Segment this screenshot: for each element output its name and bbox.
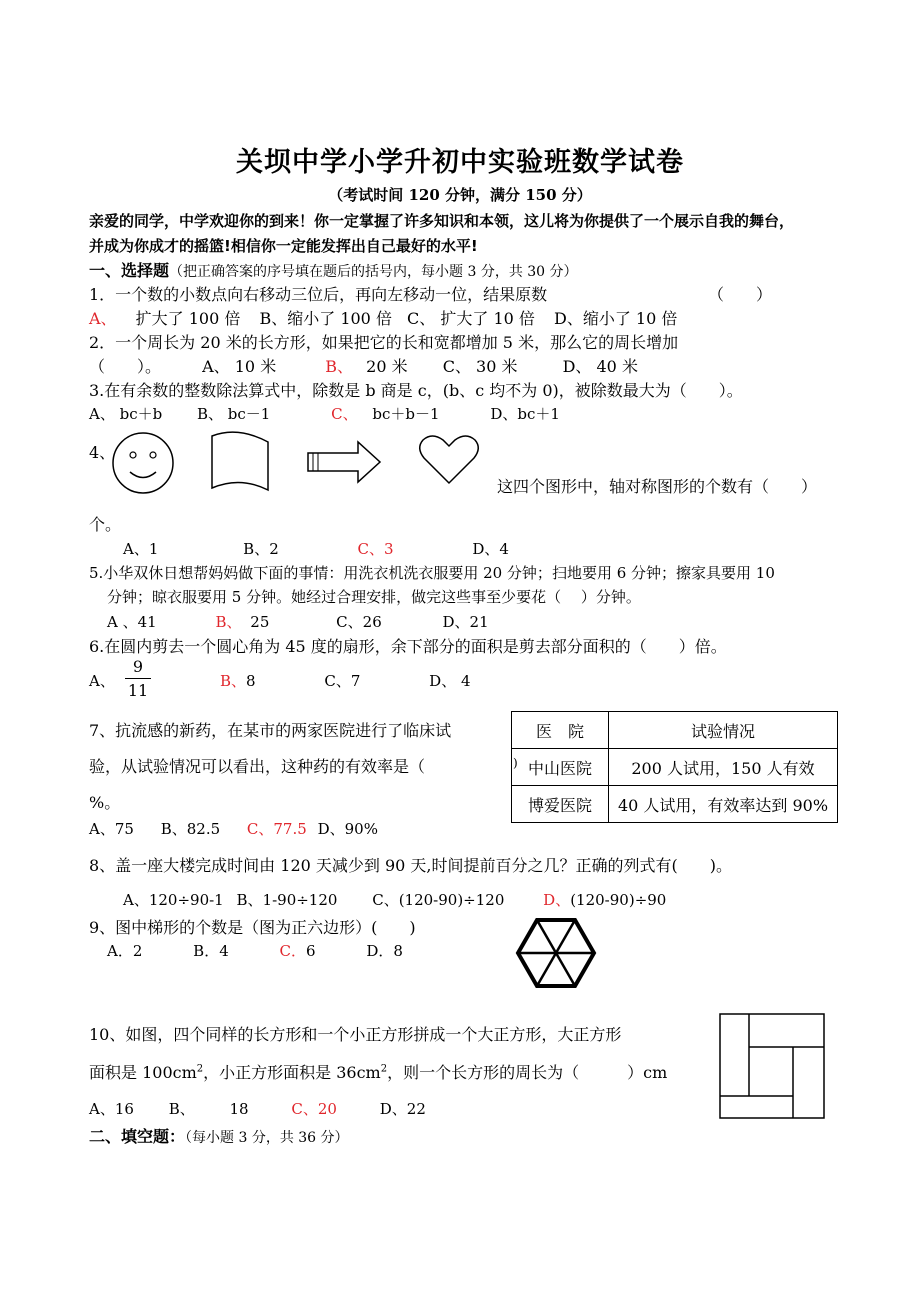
table-cell: 博爱医院 (512, 786, 609, 823)
question-7-line-1: 7、抗流感的新药，在某市的两家医院进行了临床试 (89, 721, 452, 740)
q9-option-b: B．4 (193, 942, 229, 960)
q1-option-a-label: A、 (89, 309, 117, 328)
q10-superscript: 2 (196, 1063, 204, 1075)
question-3-options (89, 403, 560, 424)
q1-option-c: C、 扩大了 10 倍 (407, 309, 535, 328)
page-subtitle: （考试时间 120 分钟，满分 150 分） (328, 186, 592, 204)
question-5-line-2: 分钟；晾衣服要用 5 分钟。她经过合理安排，做完这些事至少要花（ ）分钟。 (107, 588, 641, 606)
question-10-line-1: 10、如图，四个同样的长方形和一个小正方形拼成一个大正方形，大正方形 (89, 1025, 622, 1044)
q2-option-b-label: B、 (325, 357, 354, 376)
question-5-options (107, 611, 489, 632)
q5-option-b: 25 (250, 613, 270, 631)
wavy-flag-figure (212, 432, 268, 490)
fraction-numerator: 9 (132, 657, 144, 676)
question-6-text: 6.在圆内剪去一个圆心角为 45 度的扇形，余下部分的面积是剪去部分面积的（ ）倍。 (89, 637, 727, 656)
section-2-heading (89, 1124, 349, 1147)
question-4-cont: 个。 (89, 515, 122, 534)
q6-option-b: 8 (246, 672, 256, 690)
section-2-title: 二、填空题： (89, 1127, 186, 1146)
q3-option-b: B、 bc－1 (197, 405, 271, 423)
question-7-options (89, 818, 378, 839)
q7-option-a: A、75 (89, 820, 134, 838)
table-row (512, 786, 838, 823)
hexagon-figure (515, 916, 597, 990)
question-4-figures (110, 428, 500, 498)
question-6-options (220, 670, 471, 691)
intro-line-2: 并成为你成才的摇篮!相信你一定能发挥出自己最好的水平! (89, 237, 478, 255)
q7-option-d: D、90% (317, 820, 378, 838)
question-7-paren: ) (513, 756, 518, 770)
q9-option-d: D．8 (366, 942, 403, 960)
question-1-options (89, 306, 677, 329)
q4-option-d: D、4 (472, 540, 509, 558)
question-10-options (89, 1098, 426, 1119)
q6-option-b-label: B、 (220, 672, 247, 690)
q6-option-d: D、 4 (429, 672, 471, 690)
q1-option-b: B、缩小了 100 倍 (259, 309, 392, 328)
q10-text-c: ，则一个长方形的周长为（ ）cm (387, 1063, 668, 1082)
fraction-bar (125, 678, 151, 679)
q3-option-a: A、 bc＋b (89, 405, 163, 423)
question-7-line-2: 验，从试验情况可以看出，这种药的有效率是（ (89, 757, 426, 776)
table-header-row (512, 712, 838, 749)
section-1-heading (89, 258, 578, 281)
q10-text-a: 面积是 100cm (89, 1063, 197, 1082)
q10-option-a: A、16 (89, 1100, 134, 1118)
table-cell: 中山医院 (512, 749, 609, 786)
q10-option-b-label: B、 (168, 1100, 195, 1118)
q9-option-c: 6 (306, 942, 316, 960)
question-4-number: 4、 (89, 443, 116, 462)
q4-option-c: C、3 (357, 540, 394, 558)
q8-option-b: B、1-90÷120 (236, 891, 338, 909)
q8-option-d-label: D、 (543, 891, 571, 909)
q8-option-c: C、(120-90)÷120 (372, 891, 505, 909)
section-1-title: 一、选择题 (89, 261, 170, 280)
intro-line-1: 亲爱的同学，中学欢迎你的到来！你一定掌握了许多知识和本领，这儿将为你提供了一个展示自我的舞台， (89, 212, 795, 230)
question-1-text: 1．一个数的小数点向右移动三位后，再向左移动一位，结果原数 (89, 285, 548, 304)
q2-bracket: （ ）。 (89, 357, 162, 376)
q5-option-b-label: B、 (215, 613, 242, 631)
question-3-text: 3.在有余数的整数除法算式中，除数是 b 商是 c，(b、c 均不为 0)，被除数最大为（ ）。 (89, 381, 743, 400)
question-10-line-2 (89, 1060, 667, 1083)
question-5-line-1: 5.小华双休日想帮妈妈做下面的事情：用洗衣机洗衣服要用 20 分钟；扫地要用 6 分钟；擦家具要用 10 (89, 564, 775, 582)
q3-option-c-label: C、 (331, 405, 358, 423)
q2-option-c: C、 30 米 (442, 357, 518, 376)
q6-option-a-fraction (125, 657, 151, 700)
q1-option-a: 扩大了 100 倍 (135, 309, 241, 328)
arrow-figure (308, 442, 380, 482)
table-row (512, 749, 838, 786)
q3-option-c: bc＋b－1 (372, 405, 440, 423)
question-2-options (89, 354, 638, 377)
q9-option-c-label: C． (279, 942, 307, 960)
table-cell: 40 人试用，有效率达到 90% (609, 786, 838, 823)
table-header-hospital: 医 院 (512, 712, 609, 749)
square-puzzle-figure (718, 1012, 828, 1122)
section-1-note: （把正确答案的序号填在题后的括号内，每小题 3 分，共 30 分） (169, 264, 578, 280)
q2-option-b: 20 米 (366, 357, 408, 376)
question-9-options (107, 940, 403, 961)
q10-superscript: 2 (380, 1063, 388, 1075)
question-8-options (123, 889, 666, 910)
q9-option-a: A．2 (107, 942, 143, 960)
table-cell: 200 人试用，150 人有效 (609, 749, 838, 786)
question-7-line-3: %。 (89, 793, 121, 812)
q10-option-c: C、20 (291, 1100, 337, 1118)
trial-results-table (511, 711, 838, 823)
q6-option-c: C、7 (324, 672, 361, 690)
smiley-face-figure (113, 433, 173, 493)
q4-option-a: A、1 (123, 540, 159, 558)
question-2-text: 2．一个周长为 20 米的长方形，如果把它的长和宽都增加 5 米，那么它的周长增加 (89, 333, 679, 352)
q3-option-d: D、bc＋1 (490, 405, 560, 423)
question-8-text: 8、盖一座大楼完成时间由 120 天减少到 90 天,时间提前百分之几？正确的列式有( )。 (89, 856, 732, 875)
q10-option-b: 18 (229, 1100, 249, 1118)
page-title: 关坝中学小学升初中实验班数学试卷 (236, 147, 684, 178)
q8-option-a: A、120÷90-1 (123, 891, 224, 909)
question-4-text: 这四个图形中，轴对称图形的个数有（ ） (497, 477, 818, 496)
q5-option-c: C、26 (336, 613, 382, 631)
q1-option-d: D、缩小了 10 倍 (554, 309, 678, 328)
table-header-trial: 试验情况 (609, 712, 838, 749)
q8-option-d: (120-90)÷90 (570, 891, 667, 909)
q5-option-a: A 、41 (107, 613, 157, 631)
q2-option-d: D、 40 米 (562, 357, 638, 376)
q6-option-a-label: A、 (89, 672, 115, 690)
question-1-bracket: （ ） (708, 285, 773, 304)
q10-text-b: ，小正方形面积是 36cm (203, 1063, 381, 1082)
q10-option-d: D、22 (379, 1100, 426, 1118)
section-2-note: （每小题 3 分，共 36 分） (185, 1130, 349, 1146)
question-9-text: 9、图中梯形的个数是（图为正六边形）( ) (89, 918, 416, 937)
q2-option-a: A、 10 米 (202, 357, 277, 376)
question-4-options (123, 538, 509, 559)
fraction-denominator: 11 (127, 681, 149, 700)
heart-figure (420, 436, 479, 483)
q7-option-b: B、82.5 (160, 820, 221, 838)
q7-option-c: C、77.5 (246, 820, 307, 838)
q5-option-d: D、21 (442, 613, 489, 631)
q4-option-b: B、2 (243, 540, 279, 558)
